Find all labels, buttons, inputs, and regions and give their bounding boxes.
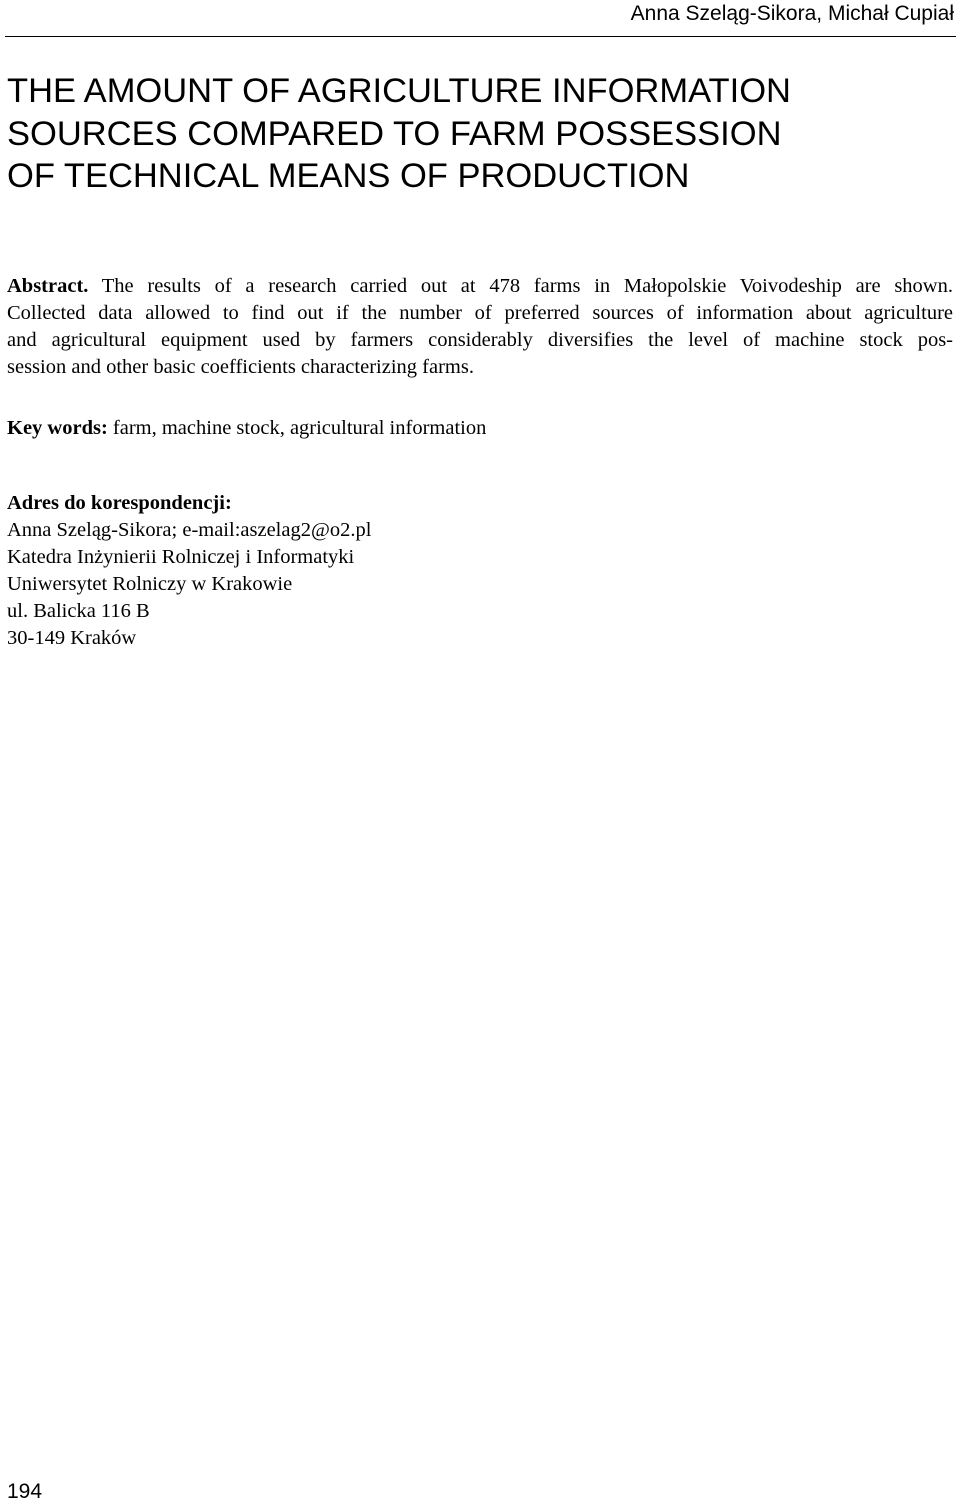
address-line: 30-149 Kraków [7,627,137,649]
abstract-line: Collected data allowed to find out if the number of preferred sources of information about agriculture [7,302,953,324]
title-line: OF TECHNICAL MEANS OF PRODUCTION [7,157,690,195]
keywords-text: farm, machine stock, agricultural information [107,417,487,439]
abstract-line: session and other basic coefficients characterizing farms. [7,356,474,378]
running-header-authors: Anna Szeląg-Sikora, Michał Cupiał [630,2,954,25]
address-line: Katedra Inżynierii Rolniczej i Informatyki [7,546,355,568]
address-line: Anna Szeląg-Sikora; e-mail:aszelag2@o2.pl [7,519,372,541]
keywords [7,415,486,442]
title-line: SOURCES COMPARED TO FARM POSSESSION [7,114,782,153]
correspondence-address [7,490,371,652]
header-rule [5,36,956,37]
abstract-line [7,273,953,300]
address-line: ul. Balicka 116 B [7,600,150,622]
paper-title [7,70,947,198]
address-line: Uniwersytet Rolniczy w Krakowie [7,573,293,595]
abstract-line: and agricultural equipment used by farmers considerably diversifies the level of machine stock pos- [7,329,953,351]
correspondence-label: Adres do korespondencji: [7,492,232,514]
keywords-label: Key words: [7,417,108,439]
abstract [7,273,953,381]
abstract-label: Abstract. [7,275,89,297]
abstract-text: The results of a research carried out at 478 farms in Małopolskie Voivodeship are shown. [88,275,953,297]
page-number: 194 [7,1480,43,1503]
title-line: THE AMOUNT OF AGRICULTURE INFORMATION [7,72,791,110]
